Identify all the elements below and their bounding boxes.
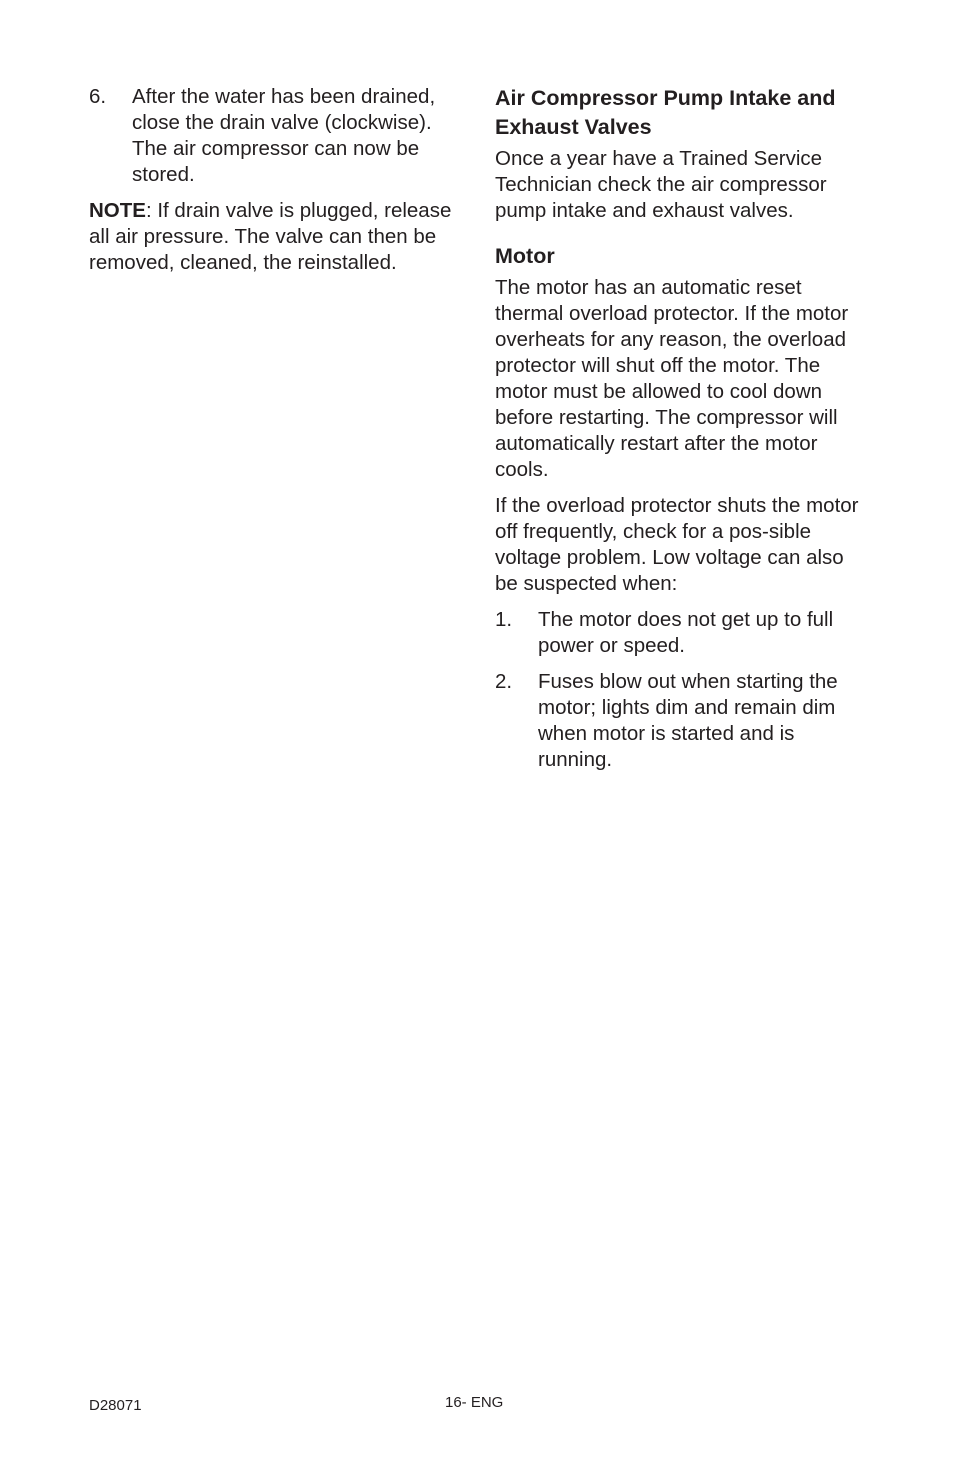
motor-heading: Motor [495,244,555,268]
document-number: D28071 [89,1397,142,1414]
valves-section [495,84,867,224]
list-item [495,669,867,773]
valves-text: Once a year have a Trained Service Technician check the air compressor pump intake and exhaust valves. [495,147,827,222]
list-item-number: 1. [495,608,513,631]
motor-paragraph-2: If the overload protector shuts the motor off frequently, check for a pos-sible voltage problem. Low voltage can also be suspected when: [495,494,859,595]
motor-paragraph-1: The motor has an automatic reset thermal overload protector. If the motor overheats for any reason, the overload protector will shut off the motor. The motor must be allowed to cool down before restarting. The compressor will automatically restart after the motor cools. [495,276,849,481]
left-column [89,84,461,286]
valves-heading: Air Compressor Pump Intake and Exhaust Valves [495,86,836,139]
list-item-text: Fuses blow out when starting the motor; lights dim and remain dim when motor is started and is running. [538,670,838,771]
note-text: : If drain valve is plugged, release all air pressure. The valve can then be removed, cleaned, the reinstalled. [89,199,452,274]
step-text: After the water has been drained, close the drain valve (clockwise). The air compressor can now be stored. [132,85,436,186]
note-paragraph [89,198,461,276]
list-item [495,607,867,659]
page-number: 16- ENG [445,1394,504,1411]
step-6 [89,84,461,188]
list-item-number: 2. [495,670,513,693]
motor-section [495,242,867,773]
right-column [495,84,867,791]
list-item-text: The motor does not get up to full power or speed. [538,608,834,657]
step-number: 6. [89,85,107,108]
note-label: NOTE [89,199,146,222]
